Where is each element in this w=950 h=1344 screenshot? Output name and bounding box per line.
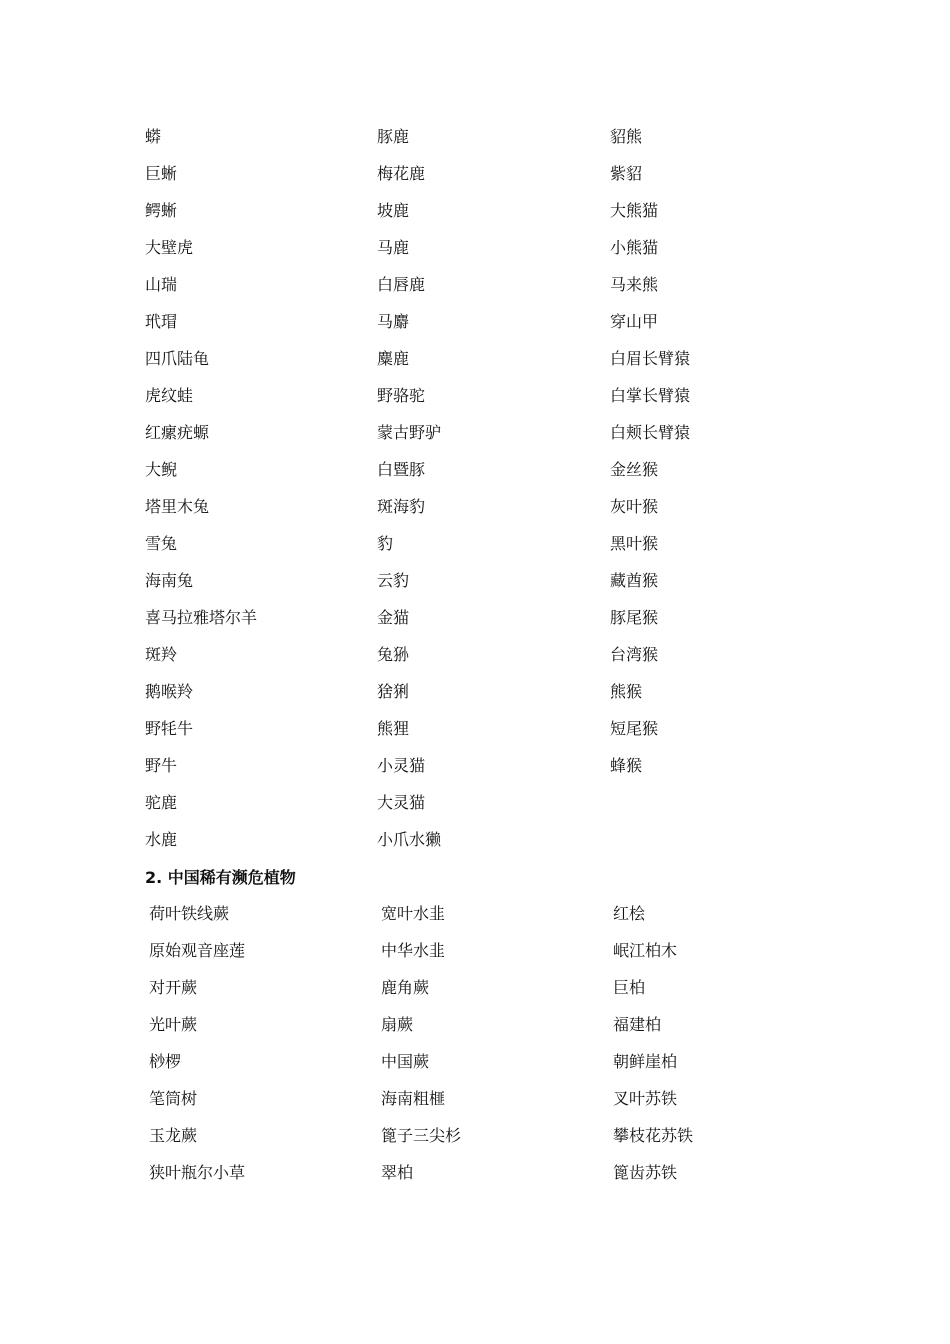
section-heading: 2. 中国稀有濒危植物 bbox=[145, 868, 296, 887]
animal-name: 雪兔 bbox=[145, 533, 178, 553]
animal-name: 马麝 bbox=[377, 311, 410, 331]
plant-name: 光叶蕨 bbox=[149, 1014, 198, 1034]
animal-name: 短尾猴 bbox=[610, 718, 659, 738]
animal-name: 大熊猫 bbox=[610, 200, 659, 220]
animal-name: 藏酋猴 bbox=[610, 570, 659, 590]
animal-name: 豚鹿 bbox=[377, 126, 410, 146]
plant-name: 朝鲜崖柏 bbox=[613, 1051, 678, 1071]
animal-name: 熊狸 bbox=[377, 718, 410, 738]
animal-name: 大鲵 bbox=[145, 459, 178, 479]
plant-name: 荷叶铁线蕨 bbox=[149, 903, 230, 923]
plant-name: 对开蕨 bbox=[149, 977, 198, 997]
plant-name: 宽叶水韭 bbox=[381, 903, 446, 923]
animal-species-list bbox=[145, 118, 810, 858]
animal-name: 白暨豚 bbox=[377, 459, 426, 479]
plant-name: 海南粗榧 bbox=[381, 1088, 446, 1108]
animal-name: 蟒 bbox=[145, 126, 162, 146]
plant-name: 狭叶瓶尔小草 bbox=[149, 1162, 246, 1182]
animal-name: 穿山甲 bbox=[610, 311, 659, 331]
animal-name: 大壁虎 bbox=[145, 237, 194, 257]
animal-name: 豹 bbox=[377, 533, 394, 553]
animal-name: 玳瑁 bbox=[145, 311, 178, 331]
plant-name: 篦齿苏铁 bbox=[613, 1162, 678, 1182]
animal-name: 豚尾猴 bbox=[610, 607, 659, 627]
animal-name: 黑叶猴 bbox=[610, 533, 659, 553]
animal-name: 山瑞 bbox=[145, 274, 178, 294]
plant-name: 中华水韭 bbox=[381, 940, 446, 960]
animal-name: 野牛 bbox=[145, 755, 178, 775]
animal-name: 海南兔 bbox=[145, 570, 194, 590]
plant-name: 桫椤 bbox=[149, 1051, 182, 1071]
animal-name: 红瘰疣螈 bbox=[145, 422, 210, 442]
plant-name: 鹿角蕨 bbox=[381, 977, 430, 997]
plant-name: 岷江柏木 bbox=[613, 940, 678, 960]
animal-name: 金丝猴 bbox=[610, 459, 659, 479]
animal-name: 台湾猴 bbox=[610, 644, 659, 664]
plant-name: 笔筒树 bbox=[149, 1088, 198, 1108]
animal-name: 白颊长臂猿 bbox=[610, 422, 691, 442]
animal-name: 坡鹿 bbox=[377, 200, 410, 220]
plant-name: 玉龙蕨 bbox=[149, 1125, 198, 1145]
animal-name: 白掌长臂猿 bbox=[610, 385, 691, 405]
animal-name: 斑海豹 bbox=[377, 496, 426, 516]
animal-name: 喜马拉雅塔尔羊 bbox=[145, 607, 258, 627]
plant-name: 攀枝花苏铁 bbox=[613, 1125, 694, 1145]
animal-name: 貂熊 bbox=[610, 126, 643, 146]
plant-name: 翠柏 bbox=[381, 1162, 414, 1182]
plant-name: 中国蕨 bbox=[381, 1051, 430, 1071]
animal-name: 马来熊 bbox=[610, 274, 659, 294]
animal-name: 小爪水獭 bbox=[377, 829, 442, 849]
animal-name: 白眉长臂猿 bbox=[610, 348, 691, 368]
animal-name: 水鹿 bbox=[145, 829, 178, 849]
animal-name: 小灵猫 bbox=[377, 755, 426, 775]
animal-name: 猞猁 bbox=[377, 681, 410, 701]
animal-name: 鳄蜥 bbox=[145, 200, 178, 220]
animal-name: 驼鹿 bbox=[145, 792, 178, 812]
plant-name: 叉叶苏铁 bbox=[613, 1088, 678, 1108]
animal-name: 小熊猫 bbox=[610, 237, 659, 257]
plant-name: 篦子三尖杉 bbox=[381, 1125, 462, 1145]
animal-name: 白唇鹿 bbox=[377, 274, 426, 294]
animal-name: 灰叶猴 bbox=[610, 496, 659, 516]
animal-name bbox=[610, 821, 810, 858]
animal-name: 熊猴 bbox=[610, 681, 643, 701]
animal-name bbox=[610, 784, 810, 821]
animal-name: 斑羚 bbox=[145, 644, 178, 664]
animal-name: 四爪陆龟 bbox=[145, 348, 210, 368]
animal-name: 梅花鹿 bbox=[377, 163, 426, 183]
animal-name: 巨蜥 bbox=[145, 163, 178, 183]
animal-name: 麋鹿 bbox=[377, 348, 410, 368]
animal-name: 马鹿 bbox=[377, 237, 410, 257]
plant-name: 红桧 bbox=[613, 903, 646, 923]
animal-name: 大灵猫 bbox=[377, 792, 426, 812]
animal-name: 紫貂 bbox=[610, 163, 643, 183]
plant-name: 福建柏 bbox=[613, 1014, 662, 1034]
animal-name: 野牦牛 bbox=[145, 718, 194, 738]
animal-name: 兔狲 bbox=[377, 644, 410, 664]
animal-name: 虎纹蛙 bbox=[145, 385, 194, 405]
animal-name: 金猫 bbox=[377, 607, 410, 627]
animal-name: 蜂猴 bbox=[610, 755, 643, 775]
animal-name: 野骆驼 bbox=[377, 385, 426, 405]
animal-name: 鹅喉羚 bbox=[145, 681, 194, 701]
animal-name: 塔里木兔 bbox=[145, 496, 210, 516]
animal-name: 蒙古野驴 bbox=[377, 422, 442, 442]
plant-name: 巨柏 bbox=[613, 977, 646, 997]
plant-name: 原始观音座莲 bbox=[149, 940, 246, 960]
plant-species-list bbox=[149, 895, 813, 1191]
plant-name: 扇蕨 bbox=[381, 1014, 414, 1034]
animal-name: 云豹 bbox=[377, 570, 410, 590]
